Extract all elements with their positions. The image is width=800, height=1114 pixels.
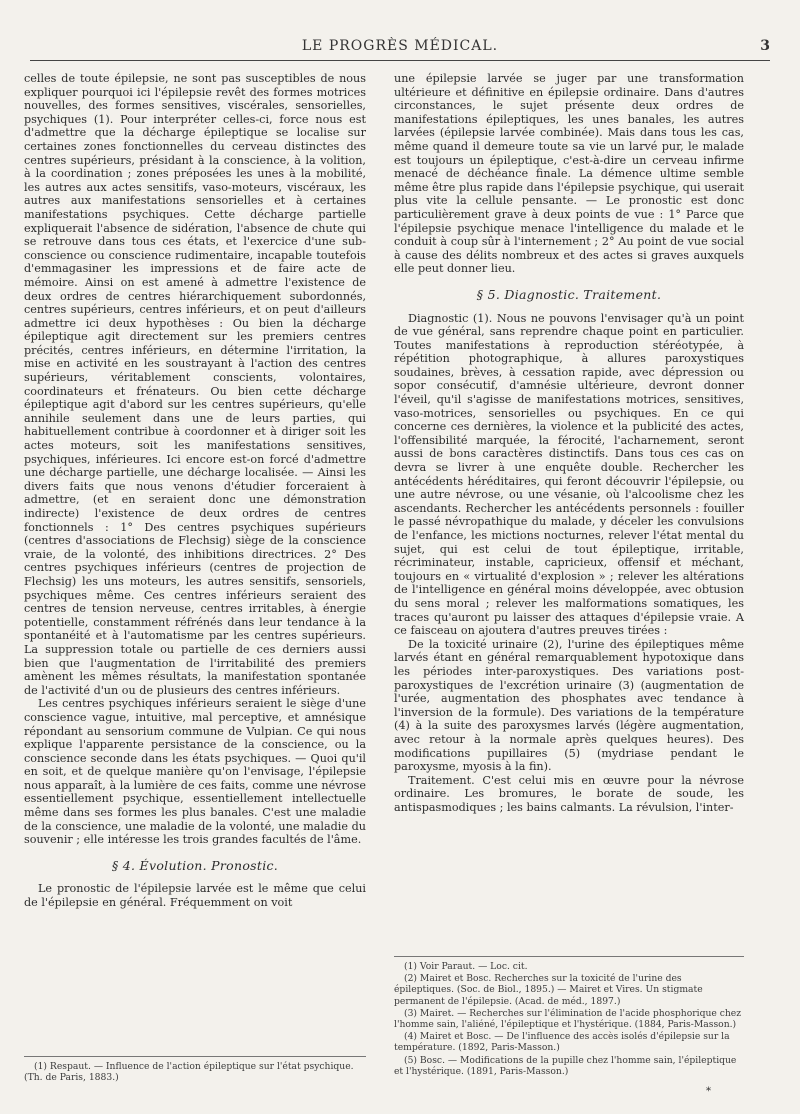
paragraph: Les centres psychiques inférieurs seraient le siège d'une conscience vague, intuitive, mal perceptive, et amnésique répondant au sensorium commune de Vulpian. Ce qui nous explique l'apparente persistance de la conscience, ou la conscience seconde dans les états psychiques. — Quoi qu'il en soit, et de quelque manière qu'on l'envisage, l'épilepsie nous apparaît, à la lumière de ces faits, comme une névrose essentiellement psychique, essentiellement intellectuelle même dans ses formes les plus banales. C'est une maladie de la conscience, une maladie de la volonté, une maladie du souvenir ; elle intéresse les trois grandes facultés de l'âme. — [24, 697, 366, 847]
footnote: (1) Voir Paraut. — Loc. cit. — [404, 961, 528, 972]
page-number: 3 — [760, 38, 770, 54]
paragraph: Diagnostic (1). Nous ne pouvons l'envisager qu'à un point de vue général, sans reprendre chaque point en particulier. Toutes manifestations à reproduction stéréotypée, à répétition photographique, à allures paroxystiques soudaines, brèves, à cessation rapide, avec dépression ou sopor consécutif, d'amnésie ultérieure, devront donner l'éveil, qu'il s'agisse de manifestations motrices, sensitives, vaso-motrices, sensorielles ou psychiques. En ce qui concerne ces dernières, la violence et la publicité des actes, l'offensibilité marquée, la férocité, l'acharnement, seront aussi de bons caractères distinctifs. Dans tous ces cas on devra se livrer à une enquête double. Rechercher les antécédents héréditaires, qui feront découvrir l'épilepsie, ou une autre névrose, ou une vésanie, où l'alcoolisme chez les ascendants. Rechercher les antécédents personnels : fouiller le passé névropathique du malade, y déceler les convulsions de l'enfance, les mictions nocturnes, relever l'état mental du sujet, qui est celui de tout épileptique, irritable, récriminateur, instable, capricieux, offensif et méchant, toujours en « virtualité d'explosion » ; relever les altérations de l'intelligence en général moins développée, avec obtusion du sens moral ; relever les malformations somatiques, les traces qu'auront pu laisser des attaques d'épilepsie vraie. A ce faisceau on ajoutera d'autres preuves tirées : — [394, 311, 744, 638]
section-heading: § 4. Évolution. Pronostic. — [111, 857, 279, 873]
footnote: (4) Mairet et Bosc. — De l'influence des accès isolés d'épilepsie sur la température. (1892, Paris-Masson.) — [394, 1031, 730, 1054]
running-title: LE PROGRÈS MÉDICAL. — [301, 38, 499, 54]
paragraph: celles de toute épilepsie, ne sont pas susceptibles de nous expliquer pourquoi ici l'épilepsie revêt des formes motrices nouvelles, des formes sensitives, viscérales, sensorielles, psychiques (1). Pour interpréter celles-ci, force nous est d'admettre que la décharge épileptique se localise sur certaines zones fonctionnelles du cerveau distinctes des centres supérieurs, présidant à la conscience, à la volition, à la coordination ; zones préposées les unes à la mobilité, les autres aux actes sensitifs, vaso-moteurs, viscéraux, les autres aux manifestations sensorielles et à certaines manifestations psychiques. Cette décharge partielle expliquerait l'absence de sidération, l'absence de chute qui se retrouve dans tous ces états, et l'exercice d'une sub-conscience ou conscience rudimentaire, incapable toutefois d'emmagasiner les impressions et de faire acte de mémoire. Ainsi on est amené à admettre l'existence de deux ordres de centres hiérarchiquement subordonnés, centres supérieurs, centres inférieurs, et on peut d'ailleurs admettre ici deux hypothèses : Ou bien la décharge épileptique agit directement sur les premiers centres précités, centres inférieurs, en détermine l'irritation, la mise en activité en les soustrayant à l'action des centres supérieurs, véritablement conscients, volontaires, coordinateurs et frénateurs. Ou bien cette décharge épileptique agit d'abord sur les centres supérieurs, qu'elle annihile seulement dans une de leurs parties, qui habituellement contribue à coordonner et à diriger soit les actes moteurs, soit les manifestations sensitives, psychiques, inférieures. Ici encore est-on forcé d'admettre une décharge partielle, une décharge localisée. — Ainsi les divers faits que nous venons d'étudier forceraient à admettre, (et en seraient donc une démonstration indirecte) l'existence de deux ordres de centres fonctionnels : 1° Des centres psychiques supérieurs (centres d'associations de Flechsig) siège de la conscience vraie, de la volonté, des inhibitions directrices. 2° Des centres psychiques inférieurs (centres de projection de Flechsig) les uns moteurs, les autres sensitifs, sensoriels, psychiques même. Ces centres inférieurs seraient des centres de tension nerveuse, centres irritables, à énergie potentielle, constamment réfrénés dans leur tendance à la spontanéité et à l'automatisme par les centres supérieurs. La suppression totale ou partielle de ces derniers aussi bien que l'augmentation de l'irritabilité des premiers amènent les mêmes résultats, la manifestation spontanée de l'activité d'un ou de plusieurs des centres inférieurs. — [24, 72, 366, 697]
asterisk-mark: * — [706, 1086, 711, 1097]
right-column — [394, 72, 744, 814]
left-column — [24, 72, 366, 910]
footnote: (2) Mairet et Bosc. Recherches sur la toxicité de l'urine des épileptiques. (Soc. de Biol., 1895.) — Mairet et Vires. Un stigmate permanent de l'épilepsie. (Acad. de méd., 1897.) — [394, 973, 703, 1007]
paragraph: Traitement. C'est celui mis en œuvre pour la névrose ordinaire. Les bromures, le borate de soude, les antispasmodiques ; les bains calmants. La révulsion, l'inter- — [394, 773, 744, 814]
footnotes-right — [394, 956, 744, 1078]
footnotes-left — [24, 1056, 366, 1084]
section-heading: § 5. Diagnostic. Traitement. — [476, 286, 662, 302]
paragraph: Le pronostic de l'épilepsie larvée est le même que celui de l'épilepsie en général. Fréquemment on voit — [24, 882, 366, 910]
page-header — [30, 38, 770, 61]
footnote: (5) Bosc. — Modifications de la pupille chez l'homme sain, l'épileptique et l'hystérique. (1891, Paris-Masson.) — [394, 1054, 737, 1077]
footnote: (1) Respaut. — Influence de l'action épileptique sur l'état psychique. (Th. de Paris, 1883.) — [24, 1061, 354, 1084]
paragraph: une épilepsie larvée se juger par une transformation ultérieure et définitive en épilepsie ordinaire. Dans d'autres circonstances, le sujet présente deux ordres de manifestations épileptiques, les unes banales, les autres larvées (épilepsie larvée combinée). Mais dans tous les cas, même quand il demeure toute sa vie un larvé pur, le malade est toujours un épileptique, c'est-à-dire un cerveau infirme menacé de déchéance finale. La démence ultime semble même être plus rapide dans l'épilepsie psychique, qui userait plus vite la cellule pensante. — Le pronostic est donc particulièrement grave à deux points de vue : 1° Parce que l'épilepsie psychique menace l'intelligence du malade et le conduit à coup sûr à l'internement ; 2° Au point de vue social à cause des délits nombreux et des actes si graves auxquels elle peut donner lieu. — [394, 72, 744, 276]
footnote: (3) Mairet. — Recherches sur l'élimination de l'acide phosphorique chez l'homme sain, l'aliéné, l'épileptique et l'hystérique. (1884, Paris-Masson.) — [394, 1007, 742, 1031]
paragraph: De la toxicité urinaire (2), l'urine des épileptiques même larvés étant en général remarquablement hypotoxique dans les périodes inter-paroxystiques. Des variations post-paroxystiques de l'excrétion urinaire (3) (augmentation de l'urée, augmentation des phosphates avec tendance à l'inversion de la formule). Des variations de la température (4) à la suite des paroxysmes larvés (légère augmentation, avec retour à la normale après quelques heures). Des modifications pupillaires (5) (mydriase pendant le paroxysme, myosis à la fin). — [394, 637, 744, 774]
